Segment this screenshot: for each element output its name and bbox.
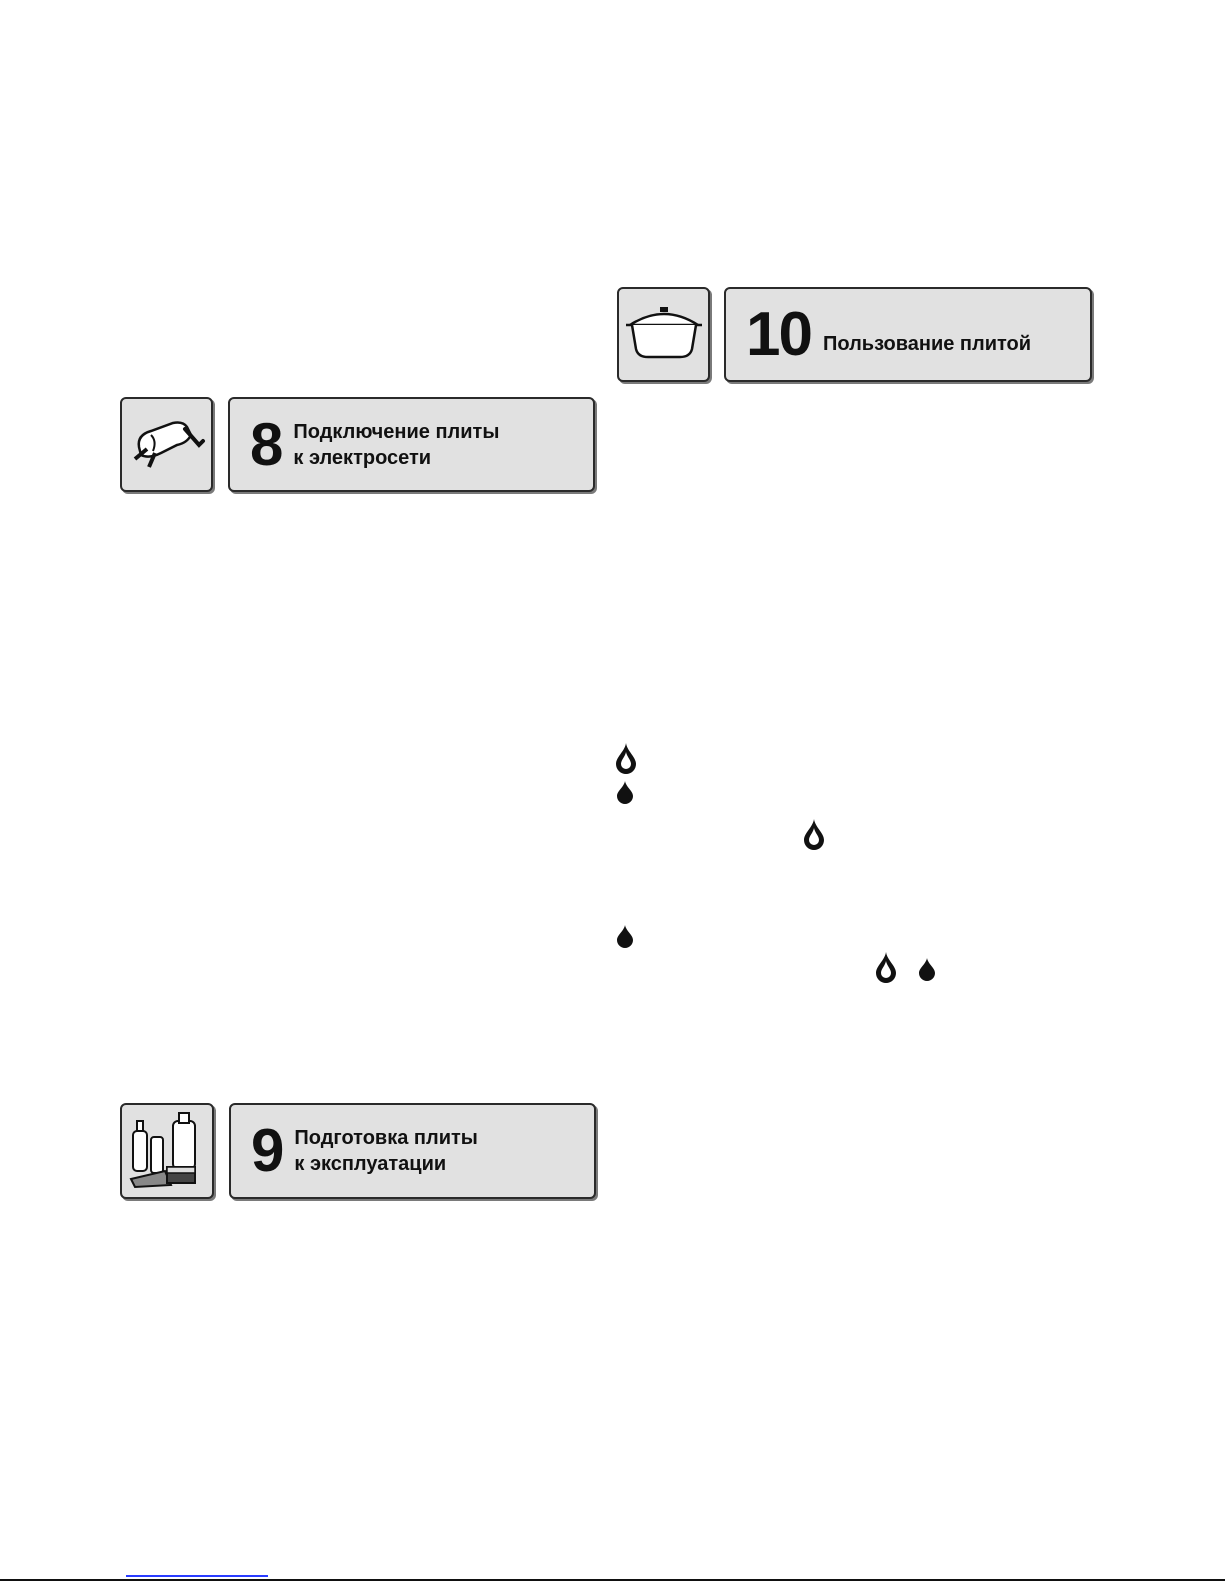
footer-link-underline[interactable] — [126, 1575, 268, 1577]
section-10-title — [811, 313, 1031, 357]
section-9-number: 9 — [251, 1117, 283, 1184]
section-10-header — [724, 287, 1092, 382]
large-flame-icon — [874, 951, 898, 988]
cleaning-supplies-icon — [125, 1107, 209, 1196]
large-flame-icon — [614, 742, 638, 779]
small-flame-icon — [616, 924, 634, 953]
section-9-title-line1: Подготовка плиты — [294, 1127, 478, 1149]
section-10-icon-box — [617, 287, 710, 382]
plug-icon — [127, 407, 207, 482]
section-10-number: 10 — [746, 299, 811, 369]
section-8-icon-box — [120, 397, 213, 492]
small-flame-icon — [918, 957, 936, 986]
section-8-title — [281, 419, 499, 471]
section-9-icon-box — [120, 1103, 214, 1199]
section-10-title-line1: Пользование плитой — [822, 332, 1032, 355]
section-9-title-line2: к эксплуатации — [294, 1153, 447, 1175]
small-flame-icon — [616, 780, 634, 809]
section-8-title-line2: к электросети — [293, 446, 432, 469]
section-9-header — [229, 1103, 596, 1199]
footer-rule — [0, 1579, 1225, 1581]
section-8-number: 8 — [250, 410, 282, 478]
large-flame-icon — [802, 818, 826, 855]
section-8-title-line1: Подключение плиты — [293, 420, 500, 443]
section-9-title — [282, 1125, 478, 1177]
pot-icon — [622, 297, 706, 372]
section-8-header — [228, 397, 595, 492]
